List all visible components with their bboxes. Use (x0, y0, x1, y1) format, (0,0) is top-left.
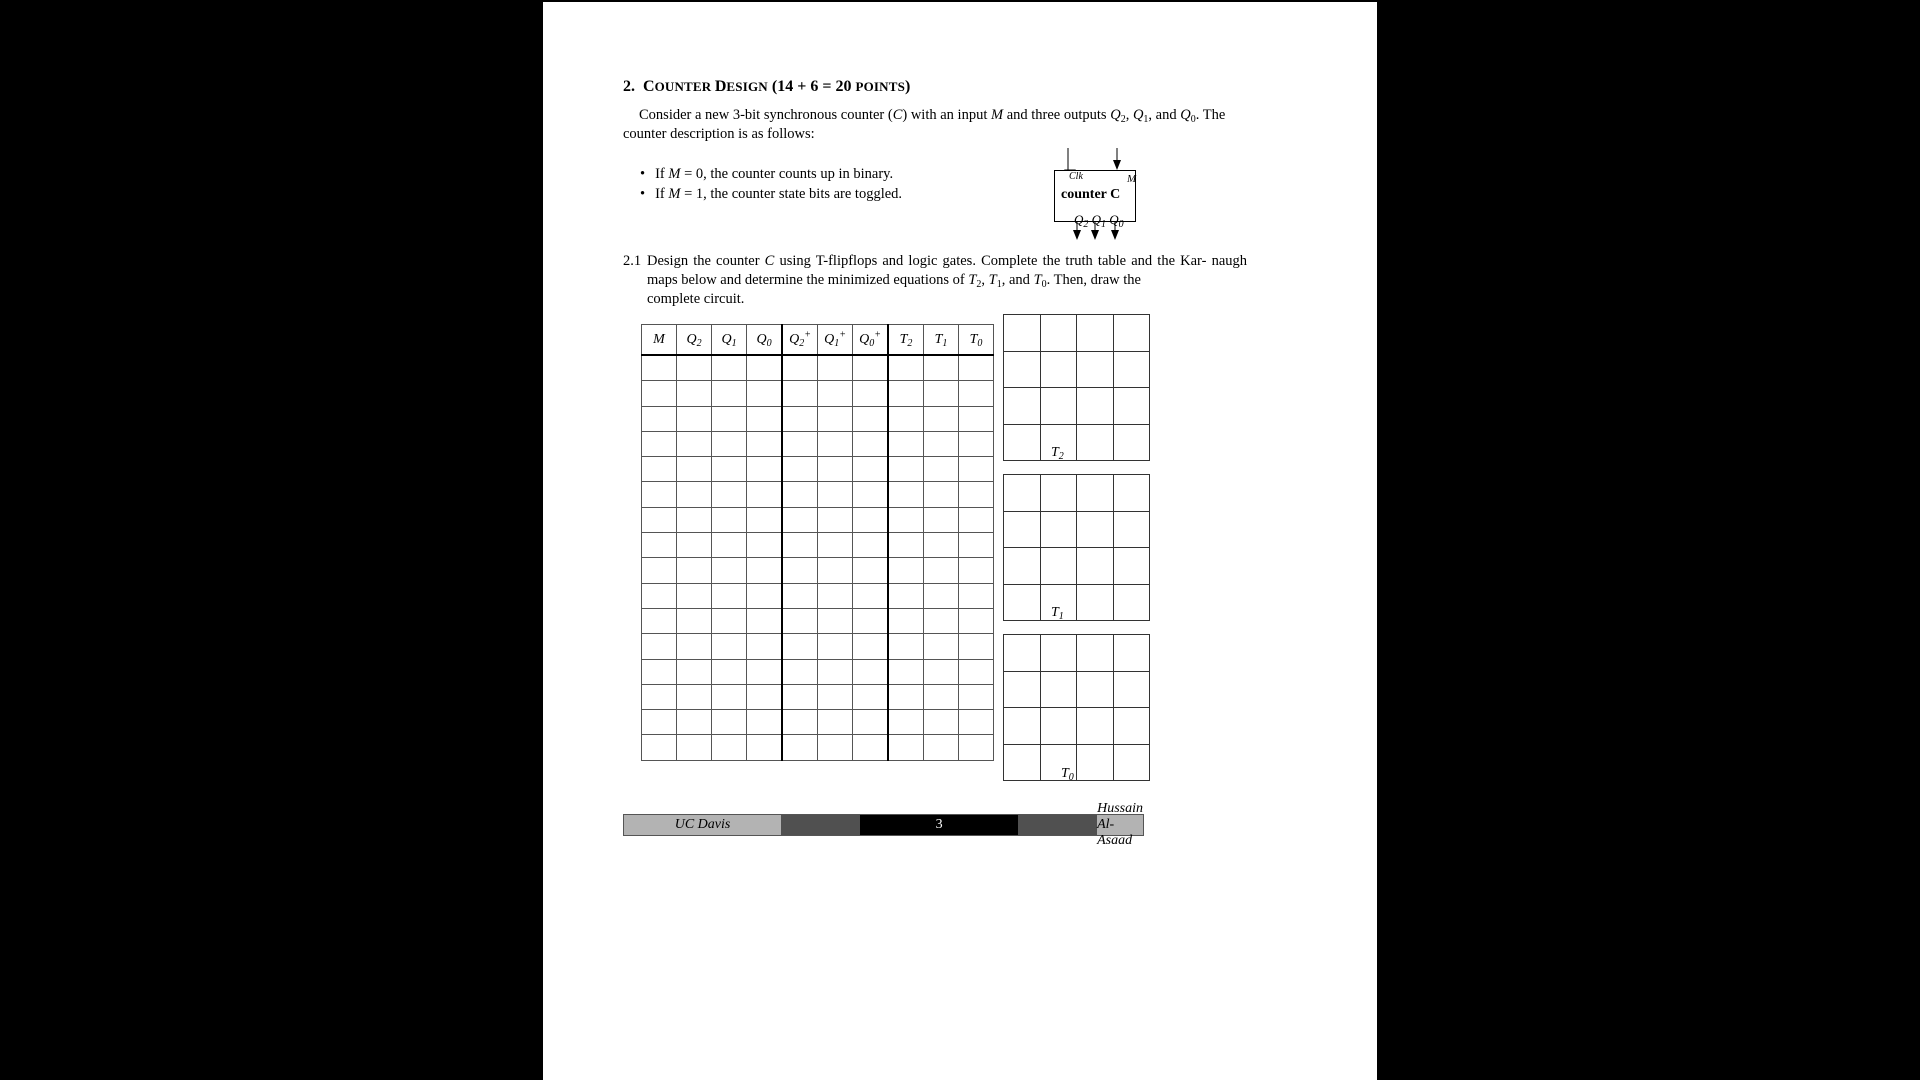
question-number: 2.1 (623, 253, 642, 269)
counter-block-diagram (1053, 148, 1153, 244)
table-row (642, 608, 994, 633)
table-row (642, 355, 994, 381)
table-cell[interactable] (853, 735, 889, 760)
table-cell[interactable] (782, 634, 818, 659)
truth-table (641, 324, 994, 761)
table-cell[interactable] (712, 608, 747, 633)
table-cell[interactable] (712, 381, 747, 406)
kmap-cell[interactable] (1004, 388, 1041, 425)
table-cell[interactable] (747, 431, 783, 456)
table-cell[interactable] (677, 507, 712, 532)
table-cell[interactable] (853, 558, 889, 583)
kmap-cell[interactable] (1113, 475, 1150, 512)
table-cell[interactable] (853, 355, 889, 381)
kmap-t2 (1003, 314, 1150, 461)
kmap-cell[interactable] (1077, 584, 1114, 621)
bullet-item: • If M = 0, the counter counts up in binary. (640, 164, 902, 184)
table-cell[interactable] (642, 457, 677, 482)
truth-table-header: $Q_1$ (712, 325, 747, 356)
table-cell[interactable] (818, 735, 853, 760)
table-cell[interactable] (712, 735, 747, 760)
table-cell[interactable] (924, 507, 959, 532)
table-cell[interactable] (888, 507, 924, 532)
table-cell[interactable] (782, 355, 818, 381)
table-row (642, 482, 994, 507)
kmap-cell[interactable] (1077, 671, 1114, 708)
table-cell[interactable] (677, 406, 712, 431)
table-cell[interactable] (677, 684, 712, 709)
table-cell[interactable] (747, 482, 783, 507)
kmap-row (1004, 351, 1150, 388)
kmap-cell[interactable] (1077, 315, 1114, 352)
table-row (642, 710, 994, 735)
table-cell[interactable] (924, 355, 959, 381)
table-cell[interactable] (747, 659, 783, 684)
kmap-row (1004, 671, 1150, 708)
kmap-cell[interactable] (1113, 584, 1150, 621)
table-cell[interactable] (853, 457, 889, 482)
kmap-label-t0: $T_0$ (1061, 766, 1074, 783)
table-cell[interactable] (959, 684, 994, 709)
footer-spacer (1018, 815, 1097, 835)
kmap-grid (1003, 474, 1150, 621)
table-row (642, 558, 994, 583)
kmap-cell[interactable] (1077, 635, 1114, 672)
table-cell[interactable] (853, 482, 889, 507)
footer-page-number: 3 (860, 815, 1018, 835)
table-cell[interactable] (747, 381, 783, 406)
table-cell[interactable] (924, 482, 959, 507)
table-cell[interactable] (959, 457, 994, 482)
table-row (642, 659, 994, 684)
table-cell[interactable] (712, 583, 747, 608)
table-cell[interactable] (642, 431, 677, 456)
table-cell[interactable] (642, 608, 677, 633)
table-cell[interactable] (677, 431, 712, 456)
table-cell[interactable] (818, 558, 853, 583)
table-cell[interactable] (712, 507, 747, 532)
table-cell[interactable] (924, 710, 959, 735)
table-cell[interactable] (747, 507, 783, 532)
kmap-label-t1: $T_1$ (1051, 605, 1064, 622)
kmap-cell[interactable] (1113, 315, 1150, 352)
table-cell[interactable] (782, 583, 818, 608)
kmap-cell[interactable] (1040, 388, 1077, 425)
table-cell[interactable] (853, 634, 889, 659)
table-cell[interactable] (782, 507, 818, 532)
table-cell[interactable] (782, 608, 818, 633)
kmap-cell[interactable] (1004, 548, 1041, 585)
table-cell[interactable] (924, 558, 959, 583)
table-cell[interactable] (818, 533, 853, 558)
counter-box (1054, 170, 1137, 230)
table-cell[interactable] (818, 406, 853, 431)
table-cell[interactable] (888, 558, 924, 583)
kmap-cell[interactable] (1004, 584, 1041, 621)
table-cell[interactable] (677, 482, 712, 507)
truth-table-header: $Q_2^+$ (782, 325, 818, 356)
table-cell[interactable] (782, 735, 818, 760)
table-cell[interactable] (853, 659, 889, 684)
kmap-cell[interactable] (1040, 315, 1077, 352)
footer-right: Hussain Al-Asaad (1097, 801, 1144, 848)
kmap-cell[interactable] (1004, 635, 1041, 672)
table-cell[interactable] (747, 710, 783, 735)
kmap-cell[interactable] (1113, 351, 1150, 388)
table-cell[interactable] (818, 634, 853, 659)
table-cell[interactable] (959, 431, 994, 456)
table-cell[interactable] (782, 431, 818, 456)
table-cell[interactable] (677, 608, 712, 633)
table-cell[interactable] (888, 634, 924, 659)
kmap-cell[interactable] (1040, 511, 1077, 548)
kmap-cell[interactable] (1004, 511, 1041, 548)
table-cell[interactable] (818, 659, 853, 684)
table-cell[interactable] (747, 533, 783, 558)
table-cell[interactable] (677, 659, 712, 684)
table-cell[interactable] (782, 457, 818, 482)
kmap-row (1004, 584, 1150, 621)
kmap-row (1004, 744, 1150, 781)
kmap-row (1004, 635, 1150, 672)
table-cell[interactable] (712, 710, 747, 735)
table-cell[interactable] (677, 710, 712, 735)
kmap-cell[interactable] (1077, 511, 1114, 548)
table-row (642, 457, 994, 482)
kmap-cell[interactable] (1040, 475, 1077, 512)
kmap-cell[interactable] (1004, 744, 1041, 781)
kmap-cell[interactable] (1004, 351, 1041, 388)
table-cell[interactable] (888, 533, 924, 558)
table-cell[interactable] (959, 507, 994, 532)
kmap-row (1004, 511, 1150, 548)
table-cell[interactable] (782, 533, 818, 558)
table-row (642, 381, 994, 406)
table-row (642, 735, 994, 760)
table-cell[interactable] (888, 710, 924, 735)
footer-left: UC Davis (624, 815, 781, 835)
table-cell[interactable] (924, 684, 959, 709)
kmap-row (1004, 475, 1150, 512)
table-cell[interactable] (959, 608, 994, 633)
table-cell[interactable] (888, 457, 924, 482)
truth-table-header: $T_1$ (924, 325, 959, 356)
truth-table-header: $Q_2$ (677, 325, 712, 356)
table-cell[interactable] (782, 684, 818, 709)
table-cell[interactable] (818, 608, 853, 633)
input-m-label: M (1127, 173, 1137, 185)
table-cell[interactable] (818, 583, 853, 608)
table-cell[interactable] (642, 533, 677, 558)
table-cell[interactable] (853, 381, 889, 406)
table-cell[interactable] (924, 735, 959, 760)
table-cell[interactable] (642, 710, 677, 735)
table-cell[interactable] (782, 381, 818, 406)
kmap-grid (1003, 634, 1150, 781)
table-cell[interactable] (818, 355, 853, 381)
kmap-cell[interactable] (1040, 351, 1077, 388)
kmap-row (1004, 424, 1150, 461)
table-cell[interactable] (818, 507, 853, 532)
table-cell[interactable] (888, 684, 924, 709)
kmap-t0 (1003, 634, 1150, 781)
clk-label: Clk (1069, 171, 1083, 182)
truth-table-header: $T_2$ (888, 325, 924, 356)
table-cell[interactable] (959, 533, 994, 558)
table-cell[interactable] (888, 381, 924, 406)
counter-name: counter C (1061, 187, 1121, 202)
kmap-row (1004, 315, 1150, 352)
table-row (642, 684, 994, 709)
table-cell[interactable] (712, 431, 747, 456)
table-cell[interactable] (642, 583, 677, 608)
table-cell[interactable] (642, 735, 677, 760)
table-cell[interactable] (712, 406, 747, 431)
kmap-cell[interactable] (1040, 708, 1077, 745)
table-cell[interactable] (782, 659, 818, 684)
table-cell[interactable] (888, 355, 924, 381)
table-cell[interactable] (959, 710, 994, 735)
table-cell[interactable] (747, 583, 783, 608)
intro-paragraph: Consider a new 3-bit synchronous counter (C) with an input M and three outputs $Q_2$, $Q_1$, and $Q_0$. The counter description is as follows: (623, 107, 1226, 142)
kmap-cell[interactable] (1113, 708, 1150, 745)
kmap-cell[interactable] (1113, 388, 1150, 425)
table-cell[interactable] (959, 634, 994, 659)
table-cell[interactable] (959, 381, 994, 406)
table-cell[interactable] (853, 583, 889, 608)
kmap-cell[interactable] (1040, 635, 1077, 672)
kmap-row (1004, 388, 1150, 425)
table-cell[interactable] (642, 355, 677, 381)
kmap-cell[interactable] (1077, 744, 1114, 781)
table-cell[interactable] (712, 533, 747, 558)
kmap-cell[interactable] (1077, 424, 1114, 461)
page-footer (623, 801, 1144, 848)
table-cell[interactable] (677, 457, 712, 482)
truth-table-header: $Q_0^+$ (853, 325, 889, 356)
table-cell[interactable] (747, 608, 783, 633)
kmap-cell[interactable] (1004, 475, 1041, 512)
table-cell[interactable] (959, 659, 994, 684)
table-cell[interactable] (888, 406, 924, 431)
table-cell[interactable] (747, 684, 783, 709)
table-cell[interactable] (818, 710, 853, 735)
table-cell[interactable] (677, 355, 712, 381)
kmap-cell[interactable] (1113, 671, 1150, 708)
table-cell[interactable] (924, 431, 959, 456)
table-cell[interactable] (818, 457, 853, 482)
table-cell[interactable] (642, 406, 677, 431)
table-cell[interactable] (853, 406, 889, 431)
footer-spacer (781, 815, 860, 835)
kmap-cell[interactable] (1004, 315, 1041, 352)
table-cell[interactable] (782, 482, 818, 507)
table-cell[interactable] (747, 634, 783, 659)
table-cell[interactable] (677, 558, 712, 583)
table-cell[interactable] (677, 583, 712, 608)
table-cell[interactable] (924, 608, 959, 633)
bullet-item: • If M = 1, the counter state bits are toggled. (640, 184, 902, 204)
table-cell[interactable] (677, 634, 712, 659)
table-cell[interactable] (712, 634, 747, 659)
table-cell[interactable] (924, 381, 959, 406)
table-cell[interactable] (782, 406, 818, 431)
table-cell[interactable] (959, 482, 994, 507)
table-cell[interactable] (924, 406, 959, 431)
table-row (642, 634, 994, 659)
table-cell[interactable] (712, 355, 747, 381)
table-cell[interactable] (782, 710, 818, 735)
table-cell[interactable] (642, 507, 677, 532)
table-cell[interactable] (959, 406, 994, 431)
table-cell[interactable] (642, 381, 677, 406)
table-cell[interactable] (712, 482, 747, 507)
table-cell[interactable] (642, 634, 677, 659)
table-cell[interactable] (818, 684, 853, 709)
table-cell[interactable] (853, 710, 889, 735)
kmap-row (1004, 708, 1150, 745)
kmap-cell[interactable] (1113, 635, 1150, 672)
table-cell[interactable] (747, 558, 783, 583)
table-cell[interactable] (888, 735, 924, 760)
table-cell[interactable] (888, 431, 924, 456)
table-row (642, 533, 994, 558)
kmap-cell[interactable] (1004, 708, 1041, 745)
table-row (642, 431, 994, 456)
section-title: 2. COUNTER DESIGN (14 + 6 = 20 POINTS) (623, 78, 911, 95)
table-cell[interactable] (642, 659, 677, 684)
table-cell[interactable] (818, 431, 853, 456)
table-cell[interactable] (853, 608, 889, 633)
table-cell[interactable] (959, 355, 994, 381)
kmap-cell[interactable] (1004, 671, 1041, 708)
kmap-cell[interactable] (1077, 708, 1114, 745)
table-cell[interactable] (924, 583, 959, 608)
table-cell[interactable] (853, 507, 889, 532)
table-cell[interactable] (888, 482, 924, 507)
kmap-cell[interactable] (1077, 475, 1114, 512)
table-cell[interactable] (677, 735, 712, 760)
kmap-cell[interactable] (1040, 548, 1077, 585)
table-cell[interactable] (642, 558, 677, 583)
table-cell[interactable] (677, 381, 712, 406)
document-page (543, 2, 1377, 1080)
table-cell[interactable] (712, 558, 747, 583)
kmap-cell[interactable] (1004, 424, 1041, 461)
table-cell[interactable] (642, 684, 677, 709)
table-cell[interactable] (747, 735, 783, 760)
table-cell[interactable] (712, 457, 747, 482)
kmap-label-t2: $T_2$ (1051, 445, 1064, 462)
table-cell[interactable] (853, 431, 889, 456)
kmap-cell[interactable] (1113, 511, 1150, 548)
question-text: Design the counter C using T-flipflops and logic gates. Complete the truth table and the Kar- naugh maps below and determine the minimized equations of $T_2$, $T_1$, and $T_0$. Then, draw the complete circuit. (647, 253, 1247, 307)
kmap-cell[interactable] (1113, 424, 1150, 461)
section-number: 2. (623, 78, 635, 95)
bullet-list (640, 164, 902, 204)
table-cell[interactable] (853, 684, 889, 709)
table-cell[interactable] (924, 533, 959, 558)
table-cell[interactable] (747, 457, 783, 482)
truth-table-header: $T_0$ (959, 325, 994, 356)
kmap-cell[interactable] (1113, 548, 1150, 585)
table-cell[interactable] (853, 533, 889, 558)
table-row (642, 507, 994, 532)
table-cell[interactable] (818, 381, 853, 406)
table-cell[interactable] (924, 634, 959, 659)
kmap-cell[interactable] (1113, 744, 1150, 781)
table-cell[interactable] (712, 659, 747, 684)
table-cell[interactable] (782, 558, 818, 583)
table-row (642, 583, 994, 608)
table-cell[interactable] (888, 583, 924, 608)
table-cell[interactable] (888, 608, 924, 633)
kmap-cell[interactable] (1077, 351, 1114, 388)
kmap-cell[interactable] (1040, 671, 1077, 708)
table-cell[interactable] (677, 533, 712, 558)
table-cell[interactable] (642, 482, 677, 507)
table-cell[interactable] (959, 558, 994, 583)
table-cell[interactable] (818, 482, 853, 507)
kmap-cell[interactable] (1077, 548, 1114, 585)
truth-table-header: $Q_1^+$ (818, 325, 853, 356)
table-cell[interactable] (747, 355, 783, 381)
table-cell[interactable] (924, 659, 959, 684)
table-cell[interactable] (712, 684, 747, 709)
table-cell[interactable] (959, 583, 994, 608)
kmap-row (1004, 548, 1150, 585)
kmap-grid (1003, 314, 1150, 461)
counter-outputs: $Q_2$ $Q_1$ $Q_0$ (1074, 212, 1124, 230)
table-cell[interactable] (959, 735, 994, 760)
table-cell[interactable] (888, 659, 924, 684)
table-row (642, 406, 994, 431)
kmap-t1 (1003, 474, 1150, 621)
table-cell[interactable] (924, 457, 959, 482)
table-cell[interactable] (747, 406, 783, 431)
kmap-cell[interactable] (1077, 388, 1114, 425)
truth-table-header: M (642, 325, 677, 356)
truth-table-header: $Q_0$ (747, 325, 783, 356)
